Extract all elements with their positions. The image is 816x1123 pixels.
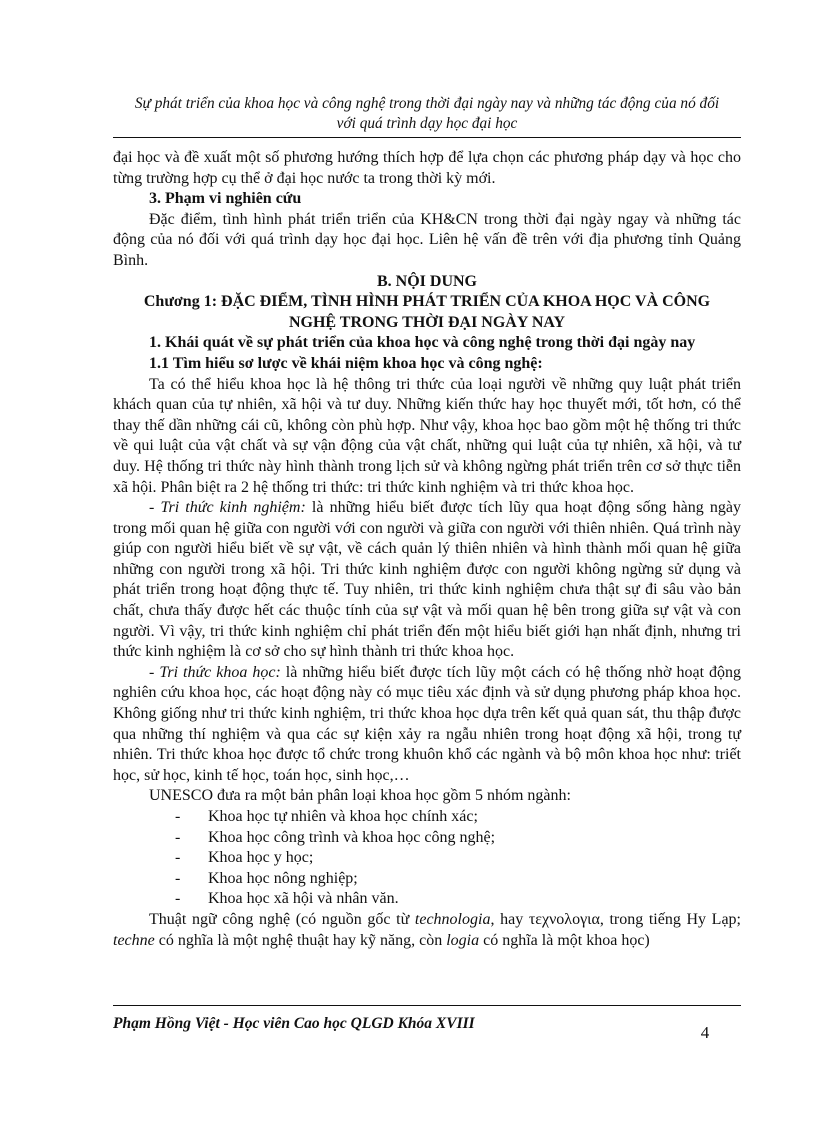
list-item-text: Khoa học xã hội và nhân văn. (208, 890, 399, 908)
chapter-heading: Chương 1: ĐẶC ĐIỂM, TÌNH HÌNH PHÁT TRIỂN CỦA KHOA HỌC VÀ CÔNG NGHỆ TRONG THỜI ĐẠI NGÀY NAY (143, 293, 711, 331)
scope-paragraph: Đặc điểm, tình hình phát triển triển của KH&CN trong thời đại ngày ngay và những tác động của nó đối với quá trình dạy học đại học. Liên hệ vấn đề trên với địa phương tỉnh Quảng Bình. (113, 210, 741, 269)
header-rule (113, 137, 741, 138)
scientific-knowledge-text: là những hiểu biết được tích lũy một cách có hệ thống nhờ hoạt động nghiên cứu khoa học, các hoạt động này có mục tiêu xác định và sử dụng phương pháp khoa học. Không giống như tri thức kinh nghiệm, tri thức khoa học dựa trên kết quả quan sát, thu thập được qua những thí nghiệm và qua các sự kiện xảy ra ngẫu nhiên trong hoạt động xã hội, trong tự nhiên. Tri thức khoa học được tổ chức trong khuôn khổ các ngành và bộ môn khoa học như: triết học, sử học, kinh tế học, toán học, sinh học,… (113, 663, 742, 784)
technology-text-2: , hay τεχνολογια, trong tiếng Hy Lạp; (490, 910, 741, 928)
list-dash: - (175, 849, 181, 867)
experience-knowledge-text: là những hiểu biết được tích lũy qua hoạt động sống hàng ngày trong mối quan hệ giữa con người với con người và giữa con người với thiên nhiên. Quá trình này giúp con người hiểu biết về sự vật, về cách quản lý thiên nhiên và hình thành mối quan hệ giữa những con người trong xã hội. Tri thức kinh nghiệm được con người không ngừng sử dụng và phát triển trong hoạt động thực tế. Tuy nhiên, tri thức kinh nghiệm chưa thật sự đi sâu vào bản chất, chưa thấy được hết các thuộc tính của sự vật và mối quan hệ bên trong giữa sự vật và con người. Vì vậy, tri thức kinh nghiệm chỉ phát triển đến một hiểu biết giới hạn nhất định, nhưng tri thức kinh nghiệm là cơ sở cho sự hình thành tri thức khoa học. (113, 499, 742, 661)
list-item (113, 828, 741, 849)
experience-knowledge-term: - Tri thức kinh nghiệm: (149, 499, 306, 517)
technology-term-techne: techne (113, 931, 155, 949)
unesco-classification-list (113, 807, 741, 910)
list-dash: - (175, 808, 181, 825)
running-header (113, 94, 741, 134)
scientific-knowledge-term: - Tri thức khoa học: (149, 663, 281, 681)
list-dash: - (175, 869, 181, 887)
list-item-text: Khoa học y học; (208, 849, 314, 867)
list-item-text: Khoa học tự nhiên và khoa học chính xác; (208, 808, 478, 825)
running-header-line-1: Sự phát triển của khoa học và công nghệ trong thời đại ngày nay và những tác động của nó đối (134, 95, 720, 112)
footer-rule (113, 1005, 741, 1006)
list-item-text: Khoa học công trình và khoa học công nghệ; (208, 828, 496, 846)
page-number: 4 (700, 1023, 710, 1042)
technology-text-4: có nghĩa là một khoa học) (479, 931, 650, 949)
running-header-line-2: với quá trình dạy học đại học (336, 115, 518, 132)
section-heading-b: B. NỘI DUNG (376, 272, 477, 290)
technology-text-1: Thuật ngữ công nghệ (có nguồn gốc từ (149, 910, 415, 928)
intro-paragraph: đại học và đề xuất một số phương hướng thích hợp để lựa chọn các phương pháp dạy và học cho từng trường hợp cụ thể ở đại học nước ta trong thời kỳ mới. (113, 149, 741, 187)
technology-term-logia: logia (446, 931, 480, 949)
list-item (113, 848, 741, 869)
technology-paragraph (113, 910, 741, 951)
list-item (113, 869, 741, 890)
scientific-knowledge-paragraph (113, 663, 741, 787)
list-dash: - (175, 828, 181, 846)
heading-1: 1. Khái quát về sự phát triển của khoa học và công nghệ trong thời đại ngày nay (149, 334, 696, 352)
list-item (113, 807, 741, 828)
list-item-text: Khoa học nông nghiệp; (208, 869, 358, 887)
technology-term-technologia: technologia (414, 910, 491, 928)
footer-author: Phạm Hồng Việt - Học viên Cao học QLGD Khóa XVIII (113, 1015, 475, 1032)
list-item (113, 889, 741, 910)
document-body (113, 148, 741, 951)
list-dash: - (175, 890, 181, 908)
unesco-paragraph: UNESCO đưa ra một bản phân loại khoa học gồm 5 nhóm ngành: (149, 787, 571, 805)
section-heading-scope: 3. Phạm vi nghiên cứu (149, 190, 302, 208)
definition-paragraph: Ta có thể hiểu khoa học là hệ thông tri thức của loại người về những quy luật phát triển khách quan của tự nhiên, xã hội và tư duy. Những kiến thức hay học thuyết mới, tốt hơn, có thể thay thế dần những cái cũ, không còn phù hợp. Như vậy, khoa học bao gồm một hệ thống tri thức về qui luật của vật chất và sự vận động của vật chất, những qui luật của tự nhiên, xã hội, và tư duy. Hệ thống tri thức này hình thành trong lịch sử và không ngừng phát triển trên cơ sở thực tiễn xã hội. Phân biệt ra 2 hệ thống tri thức: tri thức kinh nghiệm và tri thức khoa học. (113, 375, 741, 496)
heading-1-1: 1.1 Tìm hiểu sơ lược về khái niệm khoa học và công nghệ: (149, 354, 543, 372)
technology-text-3: có nghĩa là một nghệ thuật hay kỹ năng, còn (154, 931, 447, 949)
experience-knowledge-paragraph (113, 498, 741, 663)
